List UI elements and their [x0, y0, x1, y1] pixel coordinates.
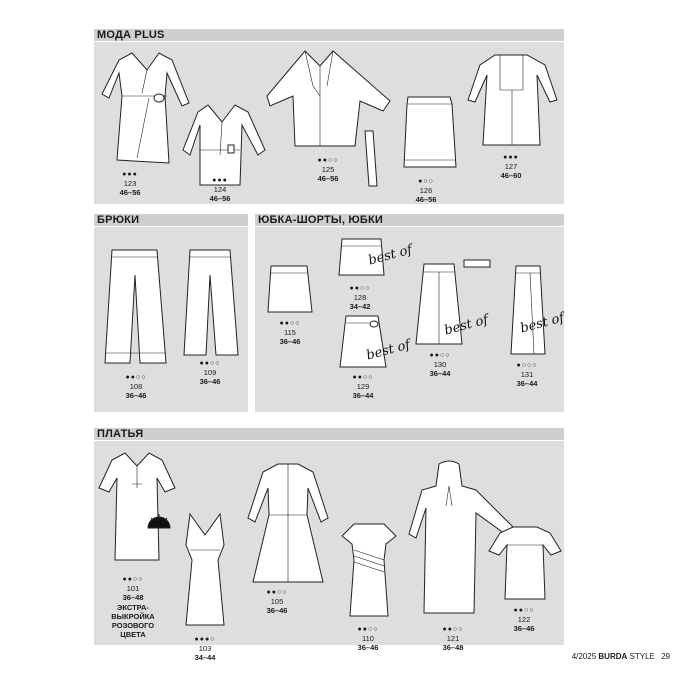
garment-129-flared-skirt [338, 312, 388, 372]
code-127: ●●● 127 46–60 [500, 154, 522, 180]
garment-115-skort [265, 262, 315, 317]
code-126: ●○○ 126 46–56 [415, 178, 437, 204]
code-103: ●●●○ 103 34–44 [194, 636, 216, 662]
best-of-label-131: best of [518, 310, 566, 337]
garment-122-yoke-dress [485, 523, 565, 603]
garment-110-ruched-dress [334, 520, 404, 620]
code-110: ●●○○ 110 36–46 [357, 626, 379, 652]
brand-name: BURDA [598, 652, 628, 661]
garment-101-knot-dress [97, 448, 177, 568]
section-title-bryuki: БРЮКИ [97, 214, 140, 226]
code-128: ●●○○ 128 34–42 [349, 285, 371, 311]
code-121: ●●○○ 121 36–48 [442, 626, 464, 652]
code-129: ●●○○ 129 36–44 [352, 374, 374, 400]
code-115: ●●○○ 115 36–46 [279, 320, 301, 346]
garment-103-sheath-dress [180, 510, 230, 630]
garment-126-pencil-skirt [400, 92, 460, 172]
code-131: ●○○○ 131 36–44 [516, 362, 538, 388]
garment-108-wide-trousers [102, 245, 172, 370]
best-of-label-129: best of [364, 337, 412, 364]
issue-number: 4/2025 [571, 652, 597, 661]
pincushion-icon [145, 512, 173, 532]
code-123: ●●● 123 46–56 [119, 171, 141, 197]
code-109: ●●○○ 109 36–46 [199, 360, 221, 386]
code-130: ●●○○ 130 36–44 [429, 352, 451, 378]
section-title-platya: ПЛАТЬЯ [97, 428, 144, 440]
garment-109-culottes [182, 245, 242, 360]
extra-pattern-note: ЭКСТРА-ВЫКРОЙКА РОЗОВОГО ЦВЕТА [111, 603, 155, 639]
page-footer [572, 652, 670, 661]
code-122: ●●○○ 122 36–46 [513, 607, 535, 633]
page-number: 29 [661, 652, 670, 661]
code-108: ●●○○ 108 36–46 [125, 374, 147, 400]
code-125: ●●○○ 125 46–56 [317, 157, 339, 183]
best-of-label-128: best of [366, 242, 414, 269]
garment-131-maxi-skirt [508, 262, 548, 358]
garment-127-tunic [465, 50, 560, 150]
code-101: ●●○○ 101 36–48 [122, 576, 144, 602]
garment-130-belt [462, 258, 492, 270]
section-title-moda-plus: МОДА PLUS [97, 29, 165, 41]
code-105: ●●○○ 105 36–46 [266, 589, 288, 615]
section-title-yubki: ЮБКА-ШОРТЫ, ЮБКИ [258, 214, 384, 226]
section-bar-platya [94, 428, 564, 440]
code-124: ●●● 124 46–56 [209, 177, 231, 203]
best-of-label-130: best of [442, 312, 490, 339]
brand-style: STYLE [629, 652, 655, 661]
garment-105-shirt-dress [243, 460, 333, 585]
